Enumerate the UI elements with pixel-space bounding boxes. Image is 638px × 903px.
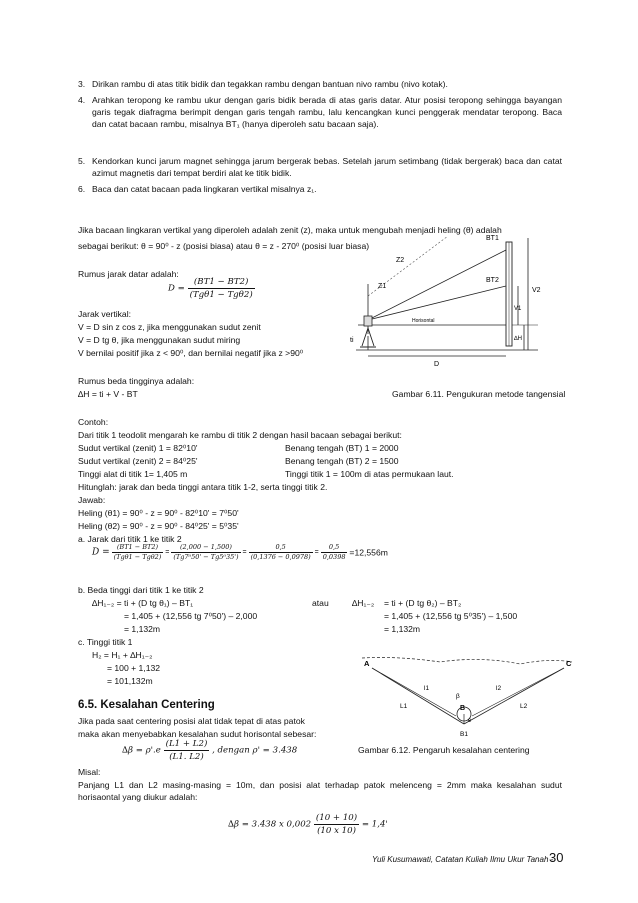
formula-fraction <box>112 543 164 562</box>
rumus-jarak-label: Rumus jarak datar adalah: <box>78 269 179 279</box>
formula-fraction <box>249 543 313 562</box>
ti-label: ti <box>350 337 354 344</box>
contoh-row-right: Benang tengah (BT) 2 = 1500 <box>285 456 399 466</box>
b1-label: B1 <box>460 731 468 738</box>
contoh-question: Hitunglah: jarak dan beda tinggi antara titik 1-2, serta tinggi titik 2. <box>78 482 328 492</box>
contoh-row-left: Sudut vertikal (zenit) 1 = 82⁰10' <box>78 443 198 453</box>
result-value: =12,556m <box>349 547 388 558</box>
part-b-left-line: = 1,405 + (12,556 tg 7⁰50') – 2,000 <box>124 611 258 621</box>
fraction-numerator: (BT1 − BT2) <box>112 543 164 553</box>
formula-lhs: D = <box>92 547 110 558</box>
fraction-numerator: (10 + 10) <box>314 812 359 825</box>
horizontal-label: Horisontal <box>412 318 435 324</box>
formula-fraction <box>314 812 359 837</box>
figure-6-12-centering-diagram <box>360 652 580 740</box>
line-l1-offset <box>372 668 456 716</box>
example-formula <box>228 812 388 837</box>
rumus-jarak-formula <box>168 276 255 301</box>
fraction-numerator: (L1 + L2) <box>164 738 210 751</box>
beda-tinggi-label: Rumus beda tingginya adalah: <box>78 376 195 386</box>
section-paragraph: Jika pada saat centering posisi alat tidak tepat di atas patok <box>78 716 305 726</box>
formula-rhs: = 1,4' <box>361 819 388 830</box>
contoh-row-right: Benang tengah (BT) 1 = 2000 <box>285 443 399 453</box>
heling-1: Heling (θ1) = 90⁰ - z = 90⁰ - 82⁰10' = 7⁰50' <box>78 508 239 518</box>
formula-lhs: ∆β = ρ'.e <box>122 745 161 756</box>
step-number: 5. <box>78 156 86 166</box>
heling-intro-line1: Jika bacaan lingkaran vertikal yang diperoleh adalah zenit (z), maka untuk mengubah menjadi heling (θ) adalah <box>78 225 502 235</box>
misal-text: Panjang L1 dan L2 masing-masing = 10m, dan posisi alat terhadap patok melenceng = 2mm maka kesalahan sudut horisaontal yang diukur adalah: <box>78 780 562 803</box>
step-number: 4. <box>78 95 86 105</box>
atau-label: atau <box>312 598 329 608</box>
step-text: Kendorkan kunci jarum magnet sehingga jarum bergerak bebas. Setelah jarum setimbang (tidak bergerak) baca dan catat azimut magnetis dari tempat berdiri alat ke titik bidik. <box>92 156 562 179</box>
part-b-right-line: = ti + (D tg θ₂) – BT₂ <box>384 598 462 608</box>
equals-sign: = <box>165 548 170 556</box>
part-c-line: = 100 + 1,132 <box>107 663 161 673</box>
bt1-label: BT1 <box>486 235 499 242</box>
beta-label: β <box>456 693 460 700</box>
point-c-label: C <box>566 659 572 668</box>
part-c-line: = 101,132m <box>107 676 153 686</box>
part-b-left-line: = 1,132m <box>124 624 161 634</box>
section-heading: 6.5. Kesalahan Centering <box>78 699 215 711</box>
jarak-vertikal-line: Jarak vertikal: <box>78 309 132 319</box>
fraction-denominator: (L1. L2) <box>169 752 204 763</box>
heling-intro-line2: sebagai berikut: θ = 90⁰ - z (posisi biasa) atau θ = z - 270⁰ (posisi luar biasa) <box>78 241 370 251</box>
line-l2 <box>464 668 564 724</box>
figure-caption: Gambar 6.12. Pengaruh kesalahan centering <box>358 745 530 755</box>
part-a-label: a. Jarak dari titik 1 ke titik 2 <box>78 534 182 544</box>
part-b-right-line: = 1,405 + (12,556 tg 5⁰35') – 1,500 <box>384 611 518 621</box>
z1-label: Z1 <box>378 283 387 290</box>
footer-text: Yuli Kusumawati, Catatan Kuliah Ilmu Ukur Tanah - <box>372 855 554 864</box>
formula-lhs: D = <box>168 283 185 294</box>
beda-tinggi-formula: ∆H = ti + V - BT <box>78 389 138 399</box>
contoh-row-left: Sudut vertikal (zenit) 2 = 84⁰25' <box>78 456 198 466</box>
line-l1 <box>372 668 464 724</box>
curve-line <box>362 658 572 665</box>
v1-label: V1 <box>514 306 522 312</box>
l2-label: l2 <box>496 685 502 692</box>
sight-line-lower <box>368 286 506 320</box>
equals-sign: = <box>314 548 319 556</box>
z2-label: Z2 <box>396 257 405 264</box>
misal-label: Misal: <box>78 767 101 777</box>
heling-2: Heling (θ2) = 90⁰ - z = 90⁰ - 84⁰25' = 5⁰35' <box>78 521 239 531</box>
fraction-numerator: 0,5 <box>321 543 348 553</box>
d-label: D <box>434 361 440 368</box>
formula-fraction <box>321 543 348 562</box>
part-b-right-line: = 1,132m <box>384 624 421 634</box>
point-a-label: A <box>364 659 370 668</box>
jarak-vertikal-line: V = D tg θ, jika menggunakan sudut miring <box>78 335 241 345</box>
step-text: Dirikan rambu di atas titik bidik dan tegakkan rambu dengan bantuan nivo rambu (nivo kotak). <box>92 79 448 89</box>
step-number: 6. <box>78 184 86 194</box>
formula-fraction <box>164 738 210 763</box>
part-c-line: H₂ = H₁ + ∆H₁₋₂ <box>92 650 153 660</box>
step-number: 3. <box>78 79 86 89</box>
v2-label: V2 <box>532 287 541 294</box>
equals-sign: = <box>242 548 247 556</box>
formula-fraction <box>188 276 255 301</box>
part-a-formula <box>92 543 388 562</box>
part-b-right-label: ∆H₁₋₂ <box>352 598 375 608</box>
formula-lhs: ∆β = 3.438 x 0,002 <box>228 819 312 830</box>
dh-label: ∆H <box>514 336 523 342</box>
jarak-vertikal-line: V bernilai positif jika z < 90⁰, dan bernilai negatif jika z >90⁰ <box>78 348 304 358</box>
fraction-denominator: (Tgθ1 − Tgθ2) <box>189 290 253 301</box>
formula-fraction <box>171 543 240 562</box>
point-b-label: B <box>460 705 466 712</box>
fraction-denominator: (Tgθ1 − Tgθ2) <box>113 553 162 562</box>
section-paragraph: maka akan menyebabkan kesalahan sudut horisontal sebesar: <box>78 729 317 739</box>
jawab-label: Jawab: <box>78 495 106 505</box>
step-text: Baca dan catat bacaan pada lingkaran vertikal misalnya z₁. <box>92 184 317 194</box>
fraction-denominator: (10 x 10) <box>317 826 356 837</box>
step-text: Arahkan teropong ke rambu ukur dengan garis bidik berada di atas garis datar. Atur posisi teropong sehingga bayangan garis tegak diafragma berimpit dengan garis tengah rambu, lalu kencangkan kunci penggerak mendatar teropong. Baca dan catat bacaan rambu, misalnya BT₁ (hanya diperoleh satu bacaan saja). <box>92 95 562 130</box>
centering-formula <box>122 738 297 763</box>
fraction-denominator: (Tg7⁰50' − Tg5⁰35') <box>173 553 239 562</box>
formula-rhs: , dengan ρ' = 3.438 <box>212 745 298 756</box>
line-l2-offset <box>472 668 564 716</box>
figure-6-11-tangential-diagram <box>338 224 570 370</box>
contoh-row-left: Tinggi alat di titik 1= 1,405 m <box>78 469 188 479</box>
fraction-denominator: (0,1376 − 0,0978) <box>250 553 311 562</box>
fraction-numerator: (2,000 − 1,500) <box>171 543 240 553</box>
figure-caption: Gambar 6.11. Pengukuran metode tangensial <box>392 389 566 399</box>
part-b-label: b. Beda tinggi dari titik 1 ke titik 2 <box>78 585 204 595</box>
e-label: e <box>468 718 472 724</box>
sight-line-upper <box>368 250 506 320</box>
part-c-label: c. Tinggi titik 1 <box>78 637 133 647</box>
big-l1-label: L1 <box>400 703 408 710</box>
jarak-vertikal-line: V = D sin z cos z, jika menggunakan sudut zenit <box>78 322 261 332</box>
contoh-row-right: Tinggi titik 1 = 100m di atas permukaan laut. <box>285 469 454 479</box>
part-b-left-line: ∆H₁₋₂ = ti + (D tg θ₁) – BT₁ <box>92 598 194 608</box>
page-number: 30 <box>549 850 564 865</box>
fraction-denominator: 0,0398 <box>322 553 346 562</box>
fraction-numerator: (BT1 − BT2) <box>188 276 255 289</box>
l1-label: l1 <box>424 685 430 692</box>
theodolite-icon <box>364 316 372 326</box>
contoh-title: Contoh: <box>78 417 109 427</box>
bt2-label: BT2 <box>486 277 499 284</box>
fraction-numerator: 0,5 <box>249 543 313 553</box>
big-l2-label: L2 <box>520 703 528 710</box>
contoh-intro: Dari titik 1 teodolit mengarah ke rambu di titik 2 dengan hasil bacaan sebagai berikut: <box>78 430 402 440</box>
